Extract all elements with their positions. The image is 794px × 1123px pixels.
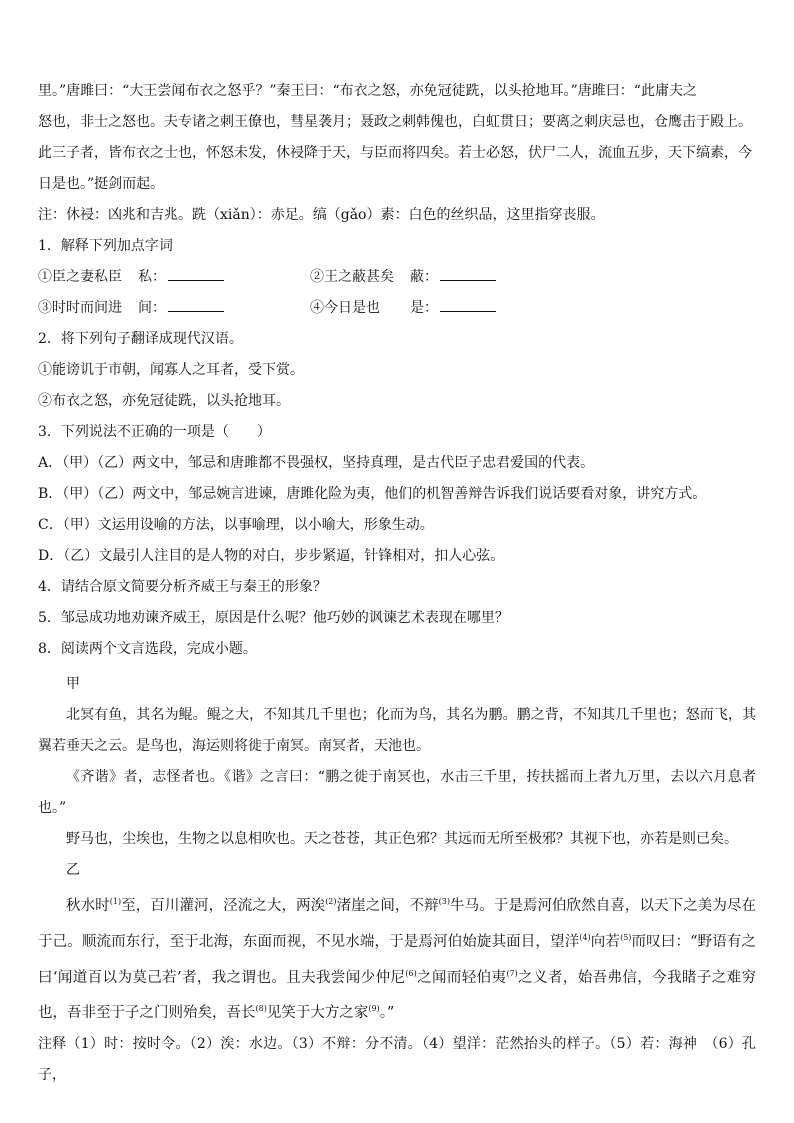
question-3-title: 3．下列说法不正确的一项是（ ） [38,424,271,440]
passage-line: 里。”唐雎曰：“大王尝闻布衣之怒乎？”秦王曰：“布衣之怒，亦免冠徒跣，以头抢地耳。”唐雎曰：“此庸夫之 [38,83,697,99]
passage-line: 怒也，非士之怒也。夫专诸之刺王僚也，彗星袭月；聂政之刺韩傀也，白虹贯日；要离之刺庆忌也，仓鹰击于殿上。 [38,114,752,130]
q1-phrase-2: ②王之蔽甚矣 [310,269,394,285]
answer-blank[interactable] [440,299,496,312]
text-run: 而叹曰：“野语有之曰‘闻道百以为莫己若’者，我之谓也。且夫我尝闻少仲尼 [38,933,757,986]
text-run: 向若 [590,933,621,950]
question-1-row-1 [38,262,756,293]
q1-word-4: 是： [410,300,438,316]
question-2-item: ①能谤讥于市朝，闻寡人之耳者，受下赏。 [38,362,304,378]
footnote-marker: (2) [325,897,337,906]
footnote-marker: (3) [438,897,450,906]
question-3-option-b: B．（甲）（乙）两文中，邹忌婉言进谏，唐雎化险为夷，他们的机智善辩告诉我们说话要看对象，讲究方式。 [38,486,707,502]
footnote-marker: (6) [405,968,417,978]
q1-answer-4 [410,293,550,324]
question-1-row-2 [38,293,756,324]
question-4: 4．请结合原文简要分析齐威王与秦王的形象？ [38,579,327,595]
question-5: 5．邹忌成功地劝谏齐威王，原因是什么呢？他巧妙的讽谏艺术表现在哪里？ [38,610,509,626]
passage-jia-label: 甲 [66,676,80,692]
text-run: 。” [379,1005,395,1022]
passage-top [38,76,756,200]
answer-blank[interactable] [440,268,496,281]
note-top: 注：休祲：凶兆和吉兆。跣（xiǎn）：赤足。缟（gǎo）素：白色的丝织品，这里指穿丧服。 [38,207,605,223]
text-run: 至，百川灌河，泾流之大，两涘 [121,897,326,914]
passage-jia-paragraph: 野马也，尘埃也，生物之以息相吹也。天之苍苍，其正色邪？其远而无所至极邪？其视下也，亦若是则已矣。 [66,831,738,847]
answer-blank[interactable] [168,268,224,281]
answer-blank[interactable] [168,299,224,312]
question-3-option-d: D．（乙）文最引人注目的是人物的对白，步步紧逼，针锋相对，扣人心弦。 [38,548,505,564]
passage-yi-paragraph [38,886,756,1029]
footnote-marker: (7) [506,968,518,978]
question-2-title: 2．将下列句子翻译成现代汉语。 [38,331,243,347]
passage-line: 日是也。”挺剑而起。 [38,176,165,192]
q1-answer-3 [138,293,310,324]
passage-yi-label: 乙 [66,862,80,878]
passage-jia-paragraph: 北冥有鱼，其名为鲲。鲲之大，不知其几千里也；化而为鸟，其名为鹏。鹏之背，不知其几千里也；怒而飞，其翼若垂天之云。是鸟也，海运则将徙于南冥。南冥者，天池也。 [38,707,756,754]
text-run: 渚崖之间，不辩 [336,897,439,914]
q1-word-1: 私： [138,269,166,285]
passage-jia-paragraph: 《齐谐》者，志怪者也。《谐》之言曰：“鹏之徙于南冥也，水击三千里，抟扶摇而上者九万里，去以六月息者也。” [38,769,756,816]
q1-answer-1 [138,262,310,293]
text-run: 秋水时 [66,897,110,914]
q1-word-3: 间： [138,300,166,316]
footnote-marker: (4) [579,932,591,942]
q1-phrase-4: ④今日是也 [310,300,380,316]
question-8: 8．阅读两个文言选段，完成小题。 [38,641,257,657]
passage-yi [38,855,756,1029]
passage-jia [38,669,756,855]
note-bottom: 注释（1）时：按时令。（2）涘：水边。（3）不辩：分不清。（4）望洋：茫然抬头的样子。（5）若：海神 （6）孔子， [38,1036,756,1084]
q1-phrase-3: ③时时而间进 [38,300,122,316]
q1-answer-2 [410,262,550,293]
question-3-option-c: C．（甲）文运用设喻的方法，以事喻理，以小喻大，形象生动。 [38,517,434,533]
question-1-title: 1．解释下列加点字词 [38,238,173,254]
footnote-marker: (1) [109,897,122,906]
passage-line: 此三子者，皆布衣之士也，怀怒未发，休祲降于天，与臣而将四矣。若士必怒，伏尸二人，流血五步，天下缟素，今 [38,145,752,161]
question-2-item: ②布衣之怒，亦免冠徒跣，以头抢地耳。 [38,393,290,409]
q1-word-2: 蔽： [410,269,438,285]
question-3-option-a: A．（甲）（乙）两文中，邹忌和唐雎都不畏强权，坚持真理，是古代臣子忠君爱国的代表。 [38,455,595,471]
text-run: 之闻而轻伯夷 [416,969,507,986]
document-page [38,76,756,1091]
text-run: 牛马。于是焉河伯欣然自喜，以天下之美为尽在于己。顺流而东行，至于北海，东面而视，不见水端，于是焉河伯始旋其面目，望洋 [38,897,757,950]
footnote-marker: (5) [620,932,632,942]
footnote-marker: (8) [255,1004,267,1014]
text-run: 之义者，始吾弗信，今我睹子之难穷也，吾非至于子之门则殆矣，吾长 [38,969,757,1022]
footnote-marker: (9) [368,1004,380,1014]
q1-phrase-1: ①臣之妻私臣 [38,269,122,285]
text-run: 见笑于大方之家 [266,1005,369,1022]
